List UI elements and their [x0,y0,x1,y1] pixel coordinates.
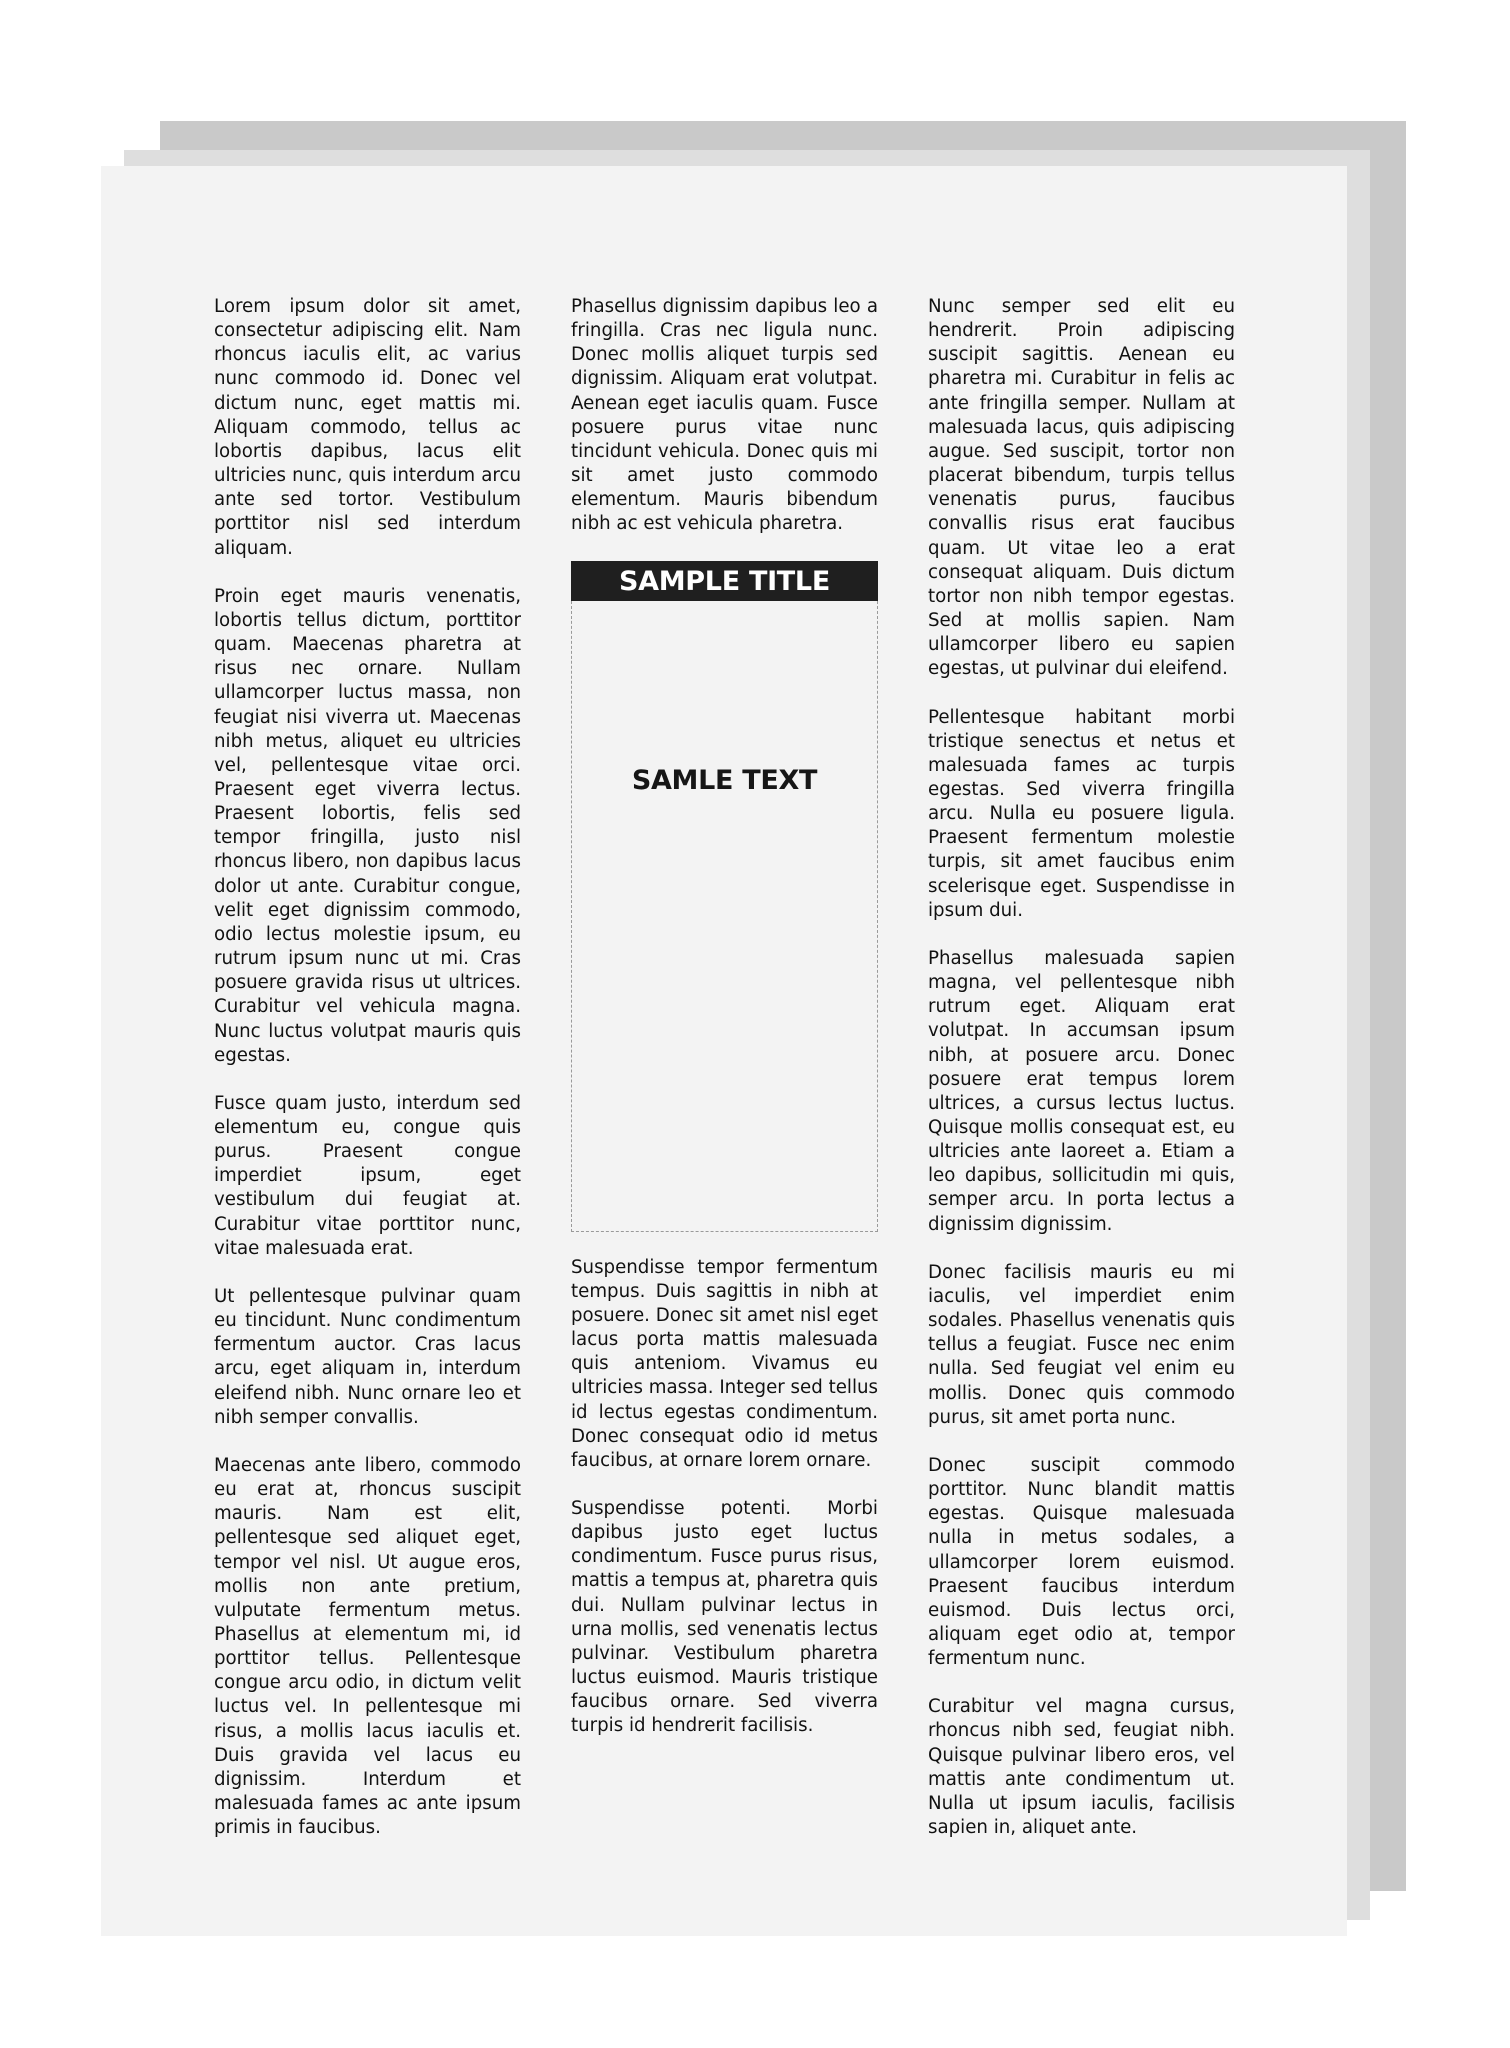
paragraph: Maecenas ante libero, commodo eu erat at, rhoncus suscipit mauris. Nam est elit, pellentesque sed aliquet eget, tempor vel nisl. Ut augue eros, mollis non ante pretium, vulputate fermentum metus. Phasellus at elementum mi, id porttitor tellus. Pellentesque congue arcu odio, in dictum velit luctus vel. In pellentesque mi risus, a mollis lacus iaculis et. Duis gravida vel lacus eu dignissim. Interdum et malesuada fames ac ante ipsum primis in faucibus. [214,1454,521,1839]
paragraph: Fusce quam justo, interdum sed elementum eu, congue quis purus. Praesent congue imperdiet ipsum, eget vestibulum dui feugiat at. Curabitur vitae porttitor nunc, vitae malesuada erat. [214,1092,521,1259]
sidebar-box [571,561,878,1232]
paragraph: Curabitur vel magna cursus, rhoncus nibh sed, feugiat nibh. Quisque pulvinar libero eros, vel mattis ante condimentum ut. Nulla ut ipsum iaculis, facilisis sapien in, aliquet ante. [928,1696,1235,1839]
paragraph: Phasellus malesuada sapien magna, vel pellentesque nibh rutrum eget. Aliquam erat volutpat. In accumsan ipsum nibh, at posuere arcu. Donec posuere erat tempus lorem ultrices, a cursus lectus luctus. Quisque mollis consequat est, eu ultricies ante laoreet a. Etiam a leo dapibus, sollicitudin mi quis, semper arcu. In porta lectus a dignissim dignissim. [928,947,1235,1235]
paragraph: Suspendisse tempor fermentum tempus. Duis sagittis in nibh at posuere. Donec sit amet nisl eget lacus porta mattis malesuada quis anteniom. Vivamus eu ultricies massa. Integer sed tellus id lectus egestas condimentum. Donec consequat odio id metus faucibus, at ornare lorem ornare. [571,1256,878,1471]
paragraph: Nunc semper sed elit eu hendrerit. Proin adipiscing suscipit sagittis. Aenean eu pharetra mi. Curabitur in felis ac ante fringilla semper. Nullam at malesuada lacus, quis adipiscing augue. Sed suscipit, tortor non placerat bibendum, turpis tellus venenatis purus, faucibus convallis risus erat faucibus quam. Ut vitae leo a erat consequat aliquam. Duis dictum tortor non nibh tempor egestas. Sed at mollis sapien. Nam ullamcorper libero eu sapien egestas, ut pulvinar dui eleifend. [928,296,1235,680]
sidebar-title: SAMPLE TITLE [571,561,878,601]
left-column [214,295,521,1864]
paragraph: Lorem ipsum dolor sit amet, consectetur adipiscing elit. Nam rhoncus iaculis elit, ac varius nunc commodo id. Donec vel dictum nunc, eget mattis mi. Aliquam commodo, tellus ac lobortis dapibus, lacus elit ultricies nunc, quis interdum arcu ante sed tortor. Vestibulum porttitor nisl sed interdum aliquam. [214,296,521,559]
paragraph: Donec facilisis mauris eu mi iaculis, vel imperdiet enim sodales. Phasellus venenatis quis tellus a feugiat. Fusce nec enim nulla. Sed feugiat vel enim eu mollis. Donec quis commodo purus, sit amet porta nunc. [928,1261,1235,1428]
paragraph: Pellentesque habitant morbi tristique senectus et netus et malesuada fames ac turpis egestas. Sed viverra fringilla arcu. Nulla eu posuere ligula. Praesent fermentum molestie turpis, sit amet faucibus enim scelerisque eget. Suspendisse in ipsum dui. [928,706,1235,921]
sidebar-body [571,601,878,1232]
sidebar-text: SAMLE TEXT [631,764,818,796]
middle-column [571,295,878,1763]
paragraph: Suspendisse potenti. Morbi dapibus justo eget luctus condimentum. Fusce purus risus, mattis a tempus at, pharetra quis dui. Nullam pulvinar lectus in urna mollis, sed venenatis lectus pulvinar. Vestibulum pharetra luctus euismod. Mauris tristique faucibus ornare. Sed viverra turpis id hendrerit facilisis. [571,1497,878,1737]
paragraph: Ut pellentesque pulvinar quam eu tincidunt. Nunc condimentum fermentum auctor. Cras lacus arcu, eget aliquam in, interdum eleifend nibh. Nunc ornare leo et nibh semper convallis. [214,1285,521,1428]
paragraph: Donec suscipit commodo porttitor. Nunc blandit mattis egestas. Quisque malesuada nulla in metus sodales, a ullamcorper lorem euismod. Praesent faucibus interdum euismod. Duis lectus orci, aliquam eget odio at, tempor fermentum nunc. [928,1454,1235,1670]
paragraph: Phasellus dignissim dapibus leo a fringilla. Cras nec ligula nunc. Donec mollis aliquet turpis sed dignissim. Aliquam erat volutpat. Aenean eget iaculis quam. Fusce posuere purus vitae nunc tincidunt vehicula. Donec quis mi sit amet justo commodo elementum. Mauris bibendum nibh ac est vehicula pharetra. [571,296,878,535]
right-column [928,295,1235,1864]
paragraph: Proin eget mauris venenatis, lobortis tellus dictum, porttitor quam. Maecenas pharetra at risus nec ornare. Nullam ullamcorper luctus massa, non feugiat nisi viverra ut. Maecenas nibh metus, aliquet eu ultricies vel, pellentesque vitae orci. Praesent eget viverra lectus. Praesent lobortis, felis sed tempor fringilla, justo nisl rhoncus libero, non dapibus lacus dolor ut ante. Curabitur congue, velit eget dignissim commodo, odio lectus molestie ipsum, eu rutrum ipsum nunc ut mi. Cras posuere gravida risus ut ultrices. Curabitur vel vehicula magna. Nunc luctus volutpat mauris quis egestas. [214,585,521,1066]
